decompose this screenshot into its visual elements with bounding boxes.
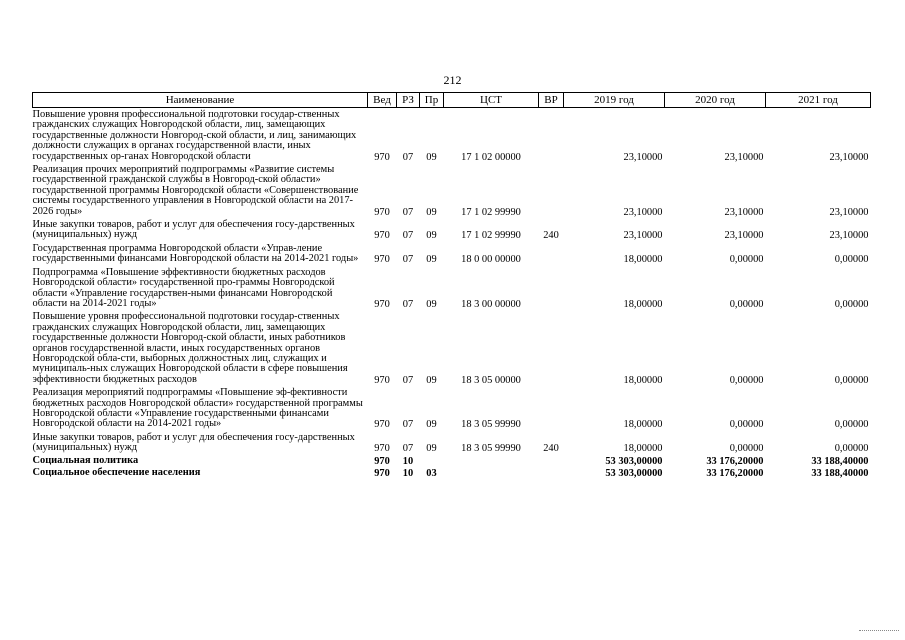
row-ved: 970 [374, 151, 390, 163]
row-vr [539, 310, 564, 386]
row-2021: 33 188,40000 [811, 468, 869, 479]
table-row [33, 163, 871, 218]
table-row [33, 431, 871, 455]
row-2021: 0,00000 [834, 443, 869, 455]
row-2020: 33 176,20000 [706, 468, 764, 479]
row-rz: 07 [402, 206, 414, 218]
row-ved: 970 [374, 254, 390, 266]
row-pr [420, 455, 444, 467]
row-cst: 18 3 05 99990 [461, 443, 521, 455]
row-pr: 09 [426, 151, 437, 163]
row-2019: 18,00000 [623, 419, 663, 431]
row-pr: 09 [426, 254, 437, 266]
row-cst [444, 467, 539, 479]
header-rz: РЗ [397, 93, 420, 108]
row-2019: 18,00000 [623, 443, 663, 455]
row-vr: 240 [543, 230, 559, 242]
header-2021: 2021 год [766, 93, 871, 108]
page-number: 212 [443, 73, 462, 87]
header-name: Наименование [33, 93, 368, 108]
row-pr: 09 [426, 443, 437, 455]
row-2019: 18,00000 [623, 374, 663, 386]
row-vr [539, 467, 564, 479]
table-row [33, 242, 871, 266]
row-rz: 07 [402, 443, 414, 455]
header-vr: ВР [539, 93, 564, 108]
header-2019: 2019 год [564, 93, 665, 108]
row-2019: 23,10000 [623, 206, 663, 218]
row-vr [539, 386, 564, 431]
row-pr: 03 [426, 468, 437, 479]
header-ved: Вед [368, 93, 397, 108]
row-vr [539, 163, 564, 218]
row-2020: 23,10000 [724, 206, 764, 218]
row-2020: 23,10000 [724, 230, 764, 242]
row-2019: 53 303,00000 [605, 468, 663, 479]
row-ved: 970 [374, 206, 390, 218]
table-row [33, 218, 871, 242]
row-2021: 23,10000 [829, 151, 869, 163]
row-cst: 18 3 05 00000 [461, 374, 521, 386]
row-name: Иные закупки товаров, работ и услуг для обеспечения госу-дарственных (муниципальных) нужд [32, 431, 355, 454]
row-rz: 07 [402, 254, 414, 266]
row-2020: 0,00000 [729, 298, 764, 310]
row-ved: 970 [374, 419, 390, 431]
row-vr [539, 108, 564, 164]
row-cst: 17 1 02 99990 [461, 206, 521, 218]
row-rz: 10 [402, 468, 414, 479]
row-cst: 18 3 00 00000 [461, 298, 521, 310]
row-pr: 09 [426, 298, 437, 310]
row-2020: 0,00000 [729, 254, 764, 266]
table-row [33, 386, 871, 431]
row-2020: 0,00000 [729, 419, 764, 431]
row-pr: 09 [426, 206, 437, 218]
row-rz: 07 [402, 151, 414, 163]
row-2020: 0,00000 [729, 374, 764, 386]
row-2019: 53 303,00000 [605, 455, 663, 467]
table-row-section [33, 455, 871, 467]
table-header-row [33, 93, 871, 108]
row-ved: 970 [374, 298, 390, 310]
row-2020: 33 176,20000 [706, 455, 764, 467]
row-vr [539, 455, 564, 467]
row-2020: 0,00000 [729, 443, 764, 455]
row-rz: 07 [402, 298, 414, 310]
row-2019: 23,10000 [623, 151, 663, 163]
row-name: Социальная политика [32, 454, 139, 466]
row-name: Повышение уровня профессиональной подготовки государ-ственных гражданских служащих Новгородской области, лиц, замещающих государственные должности Новгород-ской области, иных работников органов государственной власти, иных государственных органов Новгородской обла-сти, выборных должностных лиц, служащих и муниципаль-ных служащих Новгородской области в сфере повышения эффективности бюджетных расходов [32, 311, 348, 385]
header-2020: 2020 год [665, 93, 766, 108]
table-row [33, 310, 871, 386]
row-rz: 07 [402, 230, 414, 242]
row-2021: 33 188,40000 [811, 455, 869, 467]
header-cst: ЦСТ [444, 93, 539, 108]
row-name: Реализация мероприятий подпрограммы «Повышение эф-фективности бюджетных расходов Новгородской области» государственной программы Новгородской области «Управление государственными финансами Новгородской области на 2014-2021 годы» [32, 387, 363, 430]
row-pr: 09 [426, 374, 437, 386]
row-name: Подпрограмма «Повышение эффективности бюджетных расходов Новгородской области» государственной про-граммы Новгородской области «Управление государствен-ными финансами Новгородской области на 2014-2021 годы» [32, 266, 335, 309]
row-pr: 09 [426, 230, 437, 242]
row-vr [539, 266, 564, 311]
row-2021: 0,00000 [834, 254, 869, 266]
row-name: Иные закупки товаров, работ и услуг для обеспечения госу-дарственных (муниципальных) нужд [32, 219, 355, 241]
row-name: Социальное обеспечение населения [32, 467, 201, 478]
row-2020: 23,10000 [724, 151, 764, 163]
row-rz: 10 [402, 455, 414, 467]
table-row [33, 266, 871, 311]
header-pr: Пр [420, 93, 444, 108]
row-rz: 07 [402, 374, 414, 386]
row-cst: 17 1 02 00000 [461, 151, 521, 163]
row-ved: 970 [374, 374, 390, 386]
row-2021: 0,00000 [834, 298, 869, 310]
row-2019: 18,00000 [623, 254, 663, 266]
row-name: Повышение уровня профессиональной подготовки государ-ственных гражданских служащих Новгородской области, лиц, замещающих государственные должности Новгород-ской области, и лиц, занимающих должности служащих в органах государственной власти, иных государственных ор-ганах Новгородской области [32, 109, 357, 162]
row-cst: 18 3 05 99990 [461, 419, 521, 431]
row-2021: 23,10000 [829, 206, 869, 218]
row-vr [539, 242, 564, 266]
row-2019: 23,10000 [623, 230, 663, 242]
row-rz: 07 [402, 419, 414, 431]
scan-artifact-divider [859, 630, 899, 632]
table-row [33, 108, 871, 164]
table-row-section [33, 467, 871, 479]
row-cst [444, 455, 539, 467]
row-name: Государственная программа Новгородской области «Управ-ление государственными финансами Новгородской области на 2014-2021 годы» [32, 242, 359, 265]
row-2021: 23,10000 [829, 230, 869, 242]
row-name: Реализация прочих мероприятий подпрограммы «Развитие системы государственной гражданской службы в Новгород-ской области» государственной программы Новгородской области «Совершенствование системы государственного управления в Новгородской области на 2017-2026 годы» [32, 164, 359, 217]
row-2021: 0,00000 [834, 419, 869, 431]
row-ved: 970 [374, 230, 390, 242]
row-2019: 18,00000 [623, 298, 663, 310]
row-ved: 970 [374, 455, 390, 467]
row-2021: 0,00000 [834, 374, 869, 386]
budget-table [32, 92, 871, 479]
row-cst: 18 0 00 00000 [461, 254, 521, 266]
row-vr: 240 [543, 443, 559, 455]
row-cst: 17 1 02 99990 [461, 230, 521, 242]
row-ved: 970 [374, 468, 390, 479]
row-ved: 970 [374, 443, 390, 455]
row-pr: 09 [426, 419, 437, 431]
